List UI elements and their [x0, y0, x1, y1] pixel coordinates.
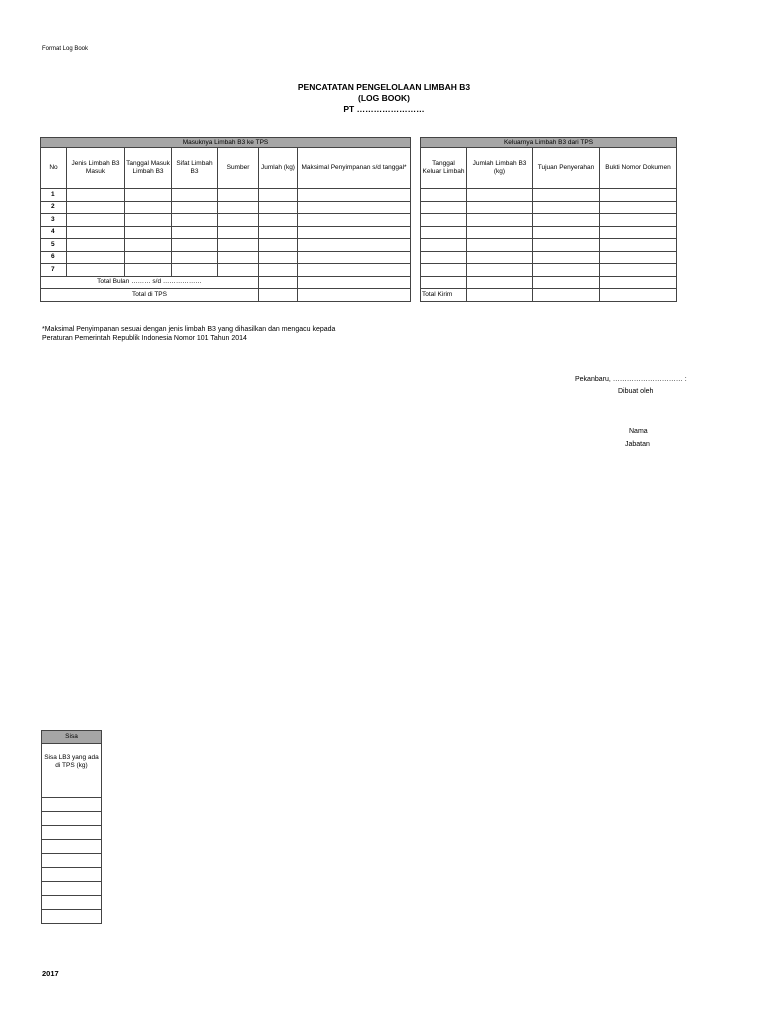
table-cell[interactable] — [42, 868, 102, 882]
table-cell[interactable] — [467, 264, 533, 277]
col-header-jumlah: Jumlah (kg) — [259, 148, 298, 189]
table-row — [41, 214, 411, 227]
table-cell[interactable] — [298, 201, 411, 214]
signature-place-date: Pekanbaru, ………………………… : — [575, 376, 687, 383]
table-cell[interactable] — [172, 201, 218, 214]
table-cell[interactable] — [298, 289, 411, 302]
table-cell[interactable] — [259, 201, 298, 214]
table-cell[interactable] — [467, 214, 533, 227]
table-cell[interactable] — [533, 276, 600, 289]
total-bulan-label: Total Bulan ……… s/d ……………… — [41, 276, 259, 289]
table-cell[interactable] — [67, 264, 125, 277]
signature-name: Nama — [629, 428, 648, 435]
row-number: 4 — [41, 226, 67, 239]
table-cell[interactable] — [600, 289, 677, 302]
table-cell[interactable] — [421, 226, 467, 239]
table-row — [421, 189, 677, 202]
table-cell[interactable] — [467, 189, 533, 202]
row-number: 7 — [41, 264, 67, 277]
table-cell[interactable] — [42, 896, 102, 910]
table-cell[interactable] — [67, 189, 125, 202]
total-bulan-row — [41, 276, 411, 289]
table-cell[interactable] — [218, 264, 259, 277]
table-cell[interactable] — [172, 239, 218, 252]
table-cell[interactable] — [42, 826, 102, 840]
table-cell[interactable] — [172, 251, 218, 264]
table-row — [421, 239, 677, 252]
table-cell[interactable] — [42, 812, 102, 826]
table-cell[interactable] — [259, 189, 298, 202]
table-cell[interactable] — [218, 226, 259, 239]
table-cell[interactable] — [600, 264, 677, 277]
col-header-jenis-limbah: Jenis Limbah B3 Masuk — [67, 148, 125, 189]
table-row — [41, 239, 411, 252]
table-cell[interactable] — [467, 239, 533, 252]
footer-year: 2017 — [42, 969, 59, 978]
table-cell[interactable] — [298, 251, 411, 264]
col-header-sumber: Sumber — [218, 148, 259, 189]
row-number: 5 — [41, 239, 67, 252]
col-header-tanggal-masuk: Tanggal Masuk Limbah B3 — [125, 148, 172, 189]
table-cell[interactable] — [421, 201, 467, 214]
table-cell[interactable] — [421, 264, 467, 277]
table-cell[interactable] — [600, 226, 677, 239]
header-note: Format Log Book — [42, 46, 89, 52]
total-tps-label: Total di TPS — [41, 289, 259, 302]
row-number: 2 — [41, 201, 67, 214]
row-number: 1 — [41, 189, 67, 202]
table-row — [421, 201, 677, 214]
table-cell[interactable] — [125, 264, 172, 277]
table-row — [421, 264, 677, 277]
table-cell[interactable] — [42, 910, 102, 924]
table-cell[interactable] — [172, 226, 218, 239]
title-line-3: PT …………………… — [343, 104, 425, 114]
table-cell[interactable] — [125, 251, 172, 264]
table-cell[interactable] — [421, 251, 467, 264]
table-cell[interactable] — [42, 854, 102, 868]
total-kirim-value[interactable] — [467, 289, 533, 302]
table-row — [421, 251, 677, 264]
table-cell[interactable] — [298, 226, 411, 239]
table-row — [41, 251, 411, 264]
total-bulan-value[interactable] — [259, 276, 298, 289]
table-cell[interactable] — [42, 882, 102, 896]
table-row — [421, 226, 677, 239]
table-cell[interactable] — [42, 798, 102, 812]
table-row — [41, 189, 411, 202]
col-header-sifat-limbah: Sifat Limbah B3 — [172, 148, 218, 189]
table-cell[interactable] — [298, 239, 411, 252]
total-tps-value[interactable] — [259, 289, 298, 302]
table-cell[interactable] — [421, 276, 467, 289]
table-cell[interactable] — [600, 201, 677, 214]
title-line-1: PENCATATAN PENGELOLAAN LIMBAH B3 — [297, 82, 471, 92]
table-cell[interactable] — [42, 840, 102, 854]
col-header-maksimal-penyimpanan: Maksimal Penyimpanan s/d tanggal* — [298, 148, 411, 189]
table-cell[interactable] — [533, 251, 600, 264]
table-cell[interactable] — [67, 251, 125, 264]
keluar-section-title: Keluarnya Limbah B3 dari TPS — [421, 138, 677, 148]
total-tps-row — [41, 289, 411, 302]
table-cell[interactable] — [218, 251, 259, 264]
col-header-bukti-nomor: Bukti Nomor Dokumen — [600, 148, 677, 189]
table-cell[interactable] — [218, 214, 259, 227]
table-cell[interactable] — [67, 201, 125, 214]
table-cell[interactable] — [467, 251, 533, 264]
table-cell[interactable] — [259, 226, 298, 239]
table-cell[interactable] — [67, 214, 125, 227]
table-cell[interactable] — [600, 189, 677, 202]
table-cell[interactable] — [67, 239, 125, 252]
table-cell[interactable] — [600, 239, 677, 252]
table-cell[interactable] — [600, 214, 677, 227]
table-cell[interactable] — [125, 214, 172, 227]
table-cell[interactable] — [467, 226, 533, 239]
table-cell[interactable] — [298, 264, 411, 277]
sisa-table — [41, 730, 102, 924]
col-header-tujuan-penyerahan: Tujuan Penyerahan — [533, 148, 600, 189]
footnote-line-2: Peraturan Pemerintah Republik Indonesia Nomor 101 Tahun 2014 — [42, 335, 247, 342]
table-cell[interactable] — [533, 214, 600, 227]
table-cell[interactable] — [298, 214, 411, 227]
col-header-jumlah-limbah: Jumlah Limbah B3 (kg) — [467, 148, 533, 189]
table-row — [41, 226, 411, 239]
table-cell[interactable] — [600, 251, 677, 264]
table-row — [421, 276, 677, 289]
table-cell[interactable] — [421, 189, 467, 202]
table-cell[interactable] — [259, 264, 298, 277]
table-row — [41, 201, 411, 214]
table-cell[interactable] — [259, 239, 298, 252]
table-cell[interactable] — [467, 276, 533, 289]
footnote — [42, 325, 335, 343]
masuk-table — [40, 137, 411, 302]
table-cell[interactable] — [172, 189, 218, 202]
total-kirim-row — [421, 289, 677, 302]
col-header-no: No — [41, 148, 67, 189]
table-cell[interactable] — [298, 276, 411, 289]
title-line-2: (LOG BOOK) — [358, 93, 410, 103]
table-row — [41, 264, 411, 277]
table-cell[interactable] — [259, 214, 298, 227]
total-kirim-label: Total Kirim — [421, 289, 467, 302]
table-cell[interactable] — [125, 226, 172, 239]
row-number: 3 — [41, 214, 67, 227]
document-title — [234, 82, 534, 115]
keluar-table — [420, 137, 677, 302]
table-cell[interactable] — [533, 264, 600, 277]
col-header-tanggal-keluar: Tanggal Keluar Limbah — [421, 148, 467, 189]
table-cell[interactable] — [533, 289, 600, 302]
table-cell[interactable] — [67, 226, 125, 239]
table-cell[interactable] — [125, 239, 172, 252]
sisa-section-title: Sisa — [42, 731, 102, 744]
table-cell[interactable] — [259, 251, 298, 264]
table-cell[interactable] — [421, 214, 467, 227]
signature-position: Jabatan — [625, 441, 650, 448]
table-cell[interactable] — [218, 239, 259, 252]
table-cell[interactable] — [467, 201, 533, 214]
table-cell[interactable] — [533, 189, 600, 202]
signature-made-by: Dibuat oleh — [618, 388, 654, 395]
footnote-line-1: *Maksimal Penyimpanan sesuai dengan jenis limbah B3 yang dihasilkan dan mengacu kepada — [42, 326, 336, 333]
table-cell[interactable] — [298, 189, 411, 202]
table-cell[interactable] — [172, 264, 218, 277]
table-cell[interactable] — [125, 189, 172, 202]
sisa-col-header: Sisa LB3 yang ada di TPS (kg) — [42, 744, 102, 798]
table-cell[interactable] — [533, 201, 600, 214]
table-cell[interactable] — [533, 226, 600, 239]
masuk-section-title: Masuknya Limbah B3 ke TPS — [41, 138, 411, 148]
table-cell[interactable] — [218, 201, 259, 214]
table-cell[interactable] — [421, 239, 467, 252]
table-cell[interactable] — [218, 189, 259, 202]
row-number: 6 — [41, 251, 67, 264]
table-cell[interactable] — [533, 239, 600, 252]
table-cell[interactable] — [172, 214, 218, 227]
table-cell[interactable] — [125, 201, 172, 214]
table-cell[interactable] — [600, 276, 677, 289]
table-row — [421, 214, 677, 227]
